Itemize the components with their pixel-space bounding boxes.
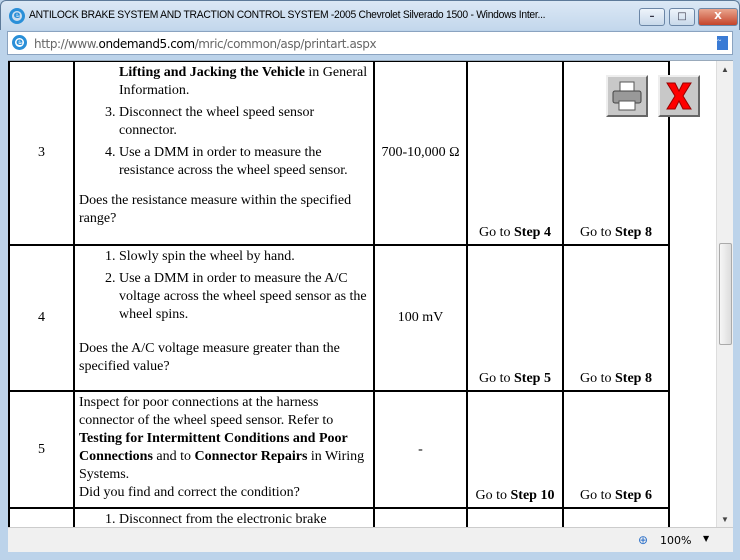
no-link[interactable]: Step 6 (615, 488, 652, 503)
url-prefix: http://www. (34, 37, 99, 51)
printer-icon (608, 77, 646, 115)
action-cell (74, 245, 374, 391)
text: in General Information. (119, 65, 368, 98)
yes-cell (467, 61, 563, 245)
question: Did you find and correct the condition? (79, 485, 300, 500)
diagnostic-table (8, 60, 670, 527)
list-item: 1. Disconnect from the electronic brake (119, 511, 369, 527)
question: Does the resistance measure within the specified range? (79, 193, 352, 226)
ie-icon: e (9, 8, 25, 24)
action-cell (74, 391, 374, 508)
value-cell (374, 508, 467, 527)
ie-page-icon: e (12, 35, 27, 50)
t: Go to (479, 371, 515, 386)
yes-cell (467, 391, 563, 508)
status-bar (8, 527, 733, 552)
t: and to (152, 449, 195, 464)
list-item: 2. Use a DMM in order to measure the A/C voltage across the wheel speed sensor as the wheel spins. (119, 270, 369, 324)
t: Go to (580, 488, 616, 503)
t: Go to (580, 371, 616, 386)
table-row (9, 508, 669, 527)
compat-icon[interactable]: ~ (717, 36, 728, 50)
no-link[interactable]: Step 8 (615, 225, 652, 240)
title-bar (0, 0, 740, 30)
zoom-icon: ⊕ (638, 533, 649, 547)
maximize-button[interactable]: □ (669, 8, 695, 26)
scroll-up-arrow[interactable]: ▲ (721, 65, 729, 74)
close-page-button[interactable] (658, 75, 700, 117)
link-intermittent[interactable]: Testing for Intermittent Conditions and Poor Connections (79, 431, 348, 464)
t: in Wiring Systems. (79, 449, 365, 482)
yes-link[interactable]: Step 10 (510, 488, 555, 503)
link-connector-repairs[interactable]: Connector Repairs (194, 449, 308, 464)
t: Go to (479, 225, 515, 240)
scroll-down-arrow[interactable]: ▼ (721, 515, 729, 524)
url-path: /mric/common/asp/printart.aspx (194, 37, 377, 51)
t: Inspect for poor connections at the harness connector of the wheel speed sensor. Refer to (79, 395, 334, 428)
yes-cell (467, 245, 563, 391)
step-number: 4 (9, 245, 74, 391)
value-cell: - (374, 391, 467, 508)
minimize-button[interactable]: – (639, 8, 665, 26)
no-link[interactable]: Step 8 (615, 371, 652, 386)
step-number: 5 (9, 391, 74, 508)
yes-link[interactable]: Step 5 (514, 371, 551, 386)
value-cell: 700-10,000 Ω (374, 61, 467, 245)
yes-cell (467, 508, 563, 527)
question: Does the A/C voltage measure greater than the specified value? (79, 341, 340, 374)
no-cell (563, 508, 669, 527)
print-button[interactable] (606, 75, 648, 117)
list-item: 1. Slowly spin the wheel by hand. (119, 248, 369, 266)
no-cell (563, 391, 669, 508)
zoom-level[interactable]: 100% (660, 534, 692, 547)
no-cell (563, 245, 669, 391)
list-item: 4. Use a DMM in order to measure the resistance across the wheel speed sensor. (119, 144, 369, 180)
t: Go to (580, 225, 616, 240)
step-number (9, 508, 74, 527)
table-row (9, 391, 669, 508)
value-cell: 100 mV (374, 245, 467, 391)
window-title: ANTILOCK BRAKE SYSTEM AND TRACTION CONTROL SYSTEM -2005 Chevrolet Silverado 1500 - Windows Inter... (29, 9, 546, 21)
vertical-scrollbar[interactable] (716, 61, 733, 527)
yes-link[interactable]: Step 4 (514, 225, 551, 240)
action-cell (74, 508, 374, 527)
page-content (8, 60, 733, 527)
table-row (9, 61, 669, 245)
red-x-icon (660, 77, 698, 115)
step-number: 3 (9, 61, 74, 245)
address-bar[interactable] (7, 31, 733, 55)
link-lifting[interactable]: Lifting and Jacking the Vehicle (119, 65, 305, 80)
scroll-thumb[interactable] (719, 243, 732, 345)
table-row (9, 245, 669, 391)
close-button[interactable]: X (698, 8, 738, 26)
list-item: 3. Disconnect the wheel speed sensor connector. (119, 104, 369, 140)
t: Go to (475, 488, 511, 503)
zoom-dropdown-icon[interactable]: ▼ (703, 534, 710, 543)
action-cell (74, 61, 374, 245)
url-domain: ondemand5.com (98, 37, 195, 51)
